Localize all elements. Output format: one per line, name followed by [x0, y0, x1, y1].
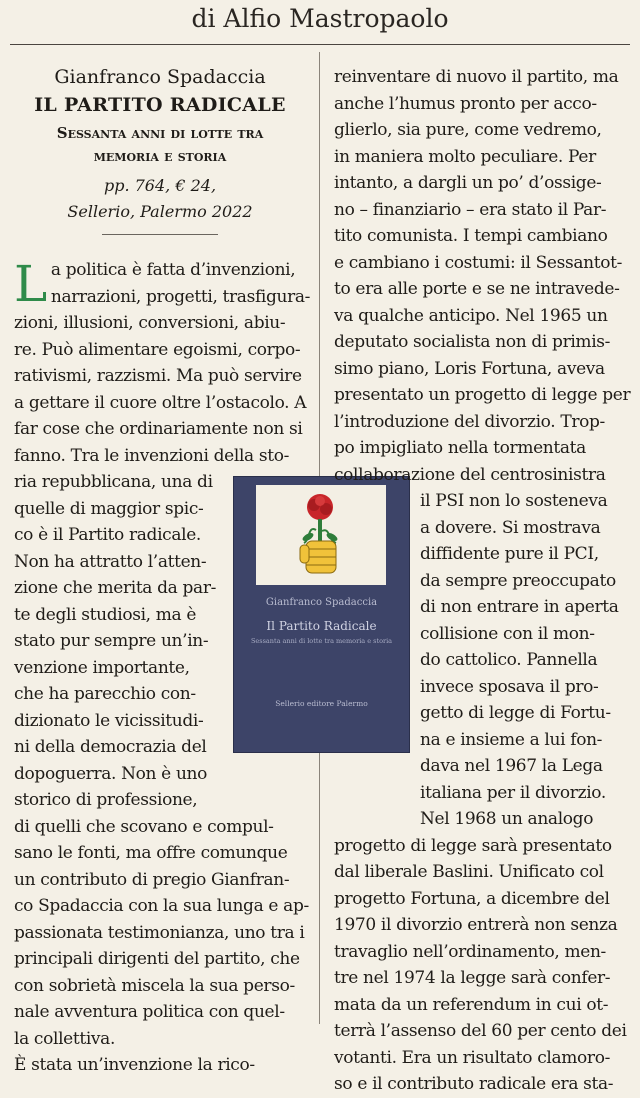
- text-line: po impigliato nella tormentata: [334, 438, 586, 458]
- article-byline: di Alfio Mastropaolo: [191, 4, 449, 33]
- text-line: getto di legge di Fortu-: [420, 703, 611, 723]
- right-column-narrow: [420, 488, 630, 833]
- text-line: dal liberale Baslini. Unificato col: [334, 862, 604, 882]
- text-line: zione che merita da par-: [14, 578, 217, 598]
- text-line: in maniera molto peculiare. Per: [334, 146, 596, 167]
- text-line: ni della democrazia del: [14, 737, 207, 757]
- rose-in-fist-icon: [256, 485, 386, 585]
- text-line: tito comunista. I tempi cambiano: [334, 226, 608, 246]
- text-line: e cambiano i costumi: il Sessantot-: [334, 252, 622, 273]
- text-line: sano le fonti, ma offre comunque: [14, 843, 288, 863]
- text-line: nale avventura politica con quel-: [14, 1002, 285, 1022]
- text-line: di non entrare in aperta: [420, 597, 619, 617]
- text-line: Nel 1968 un analogo: [420, 809, 594, 829]
- text-line: na e insieme a lui fon-: [420, 729, 603, 750]
- cover-subtitle: Sessanta anni di lotte tra memoria e storia: [250, 637, 393, 645]
- cover-publisher: Sellerio editore Palermo: [275, 699, 368, 708]
- text-line: dava nel 1967 la Lega: [420, 756, 603, 776]
- left-column-top: [14, 310, 308, 496]
- text-line: far cose che ordinariamente non si: [14, 419, 303, 439]
- text-line: a dovere. Si mostrava: [420, 517, 601, 538]
- text-line: do cattolico. Pannella: [420, 650, 598, 670]
- text-line: storico di professione,: [14, 790, 198, 810]
- text-line: principali dirigenti del partito, che: [14, 949, 300, 969]
- text-line: l’introduzione del divorzio. Trop-: [334, 411, 605, 432]
- text-line: collisione con il mon-: [420, 623, 595, 644]
- cover-title: Il Partito Radicale: [266, 619, 377, 633]
- text-line: invece sposava il pro-: [420, 676, 599, 697]
- text-line: venzione importante,: [14, 657, 190, 678]
- text-line: di quelli che scovano e compul-: [14, 816, 274, 837]
- text-line: re. Può alimentare egoismi, corpo-: [14, 339, 301, 360]
- book-info-separator: [102, 234, 218, 235]
- text-line: a gettare il cuore oltre l’ostacolo. A: [14, 392, 307, 413]
- cover-author: Gianfranco Spadaccia: [265, 597, 378, 608]
- text-line: progetto di legge sarà presentato: [334, 835, 612, 856]
- text-line: a politica è fatta d’invenzioni,: [50, 260, 296, 280]
- text-line: reinventare di nuovo il partito, ma: [334, 67, 619, 87]
- text-line: simo piano, Loris Fortuna, aveva: [334, 358, 605, 379]
- book-subtitle-line-2: memoria e storia: [93, 147, 227, 165]
- text-line: il PSI non lo sosteneva: [420, 491, 608, 511]
- text-line: presentato un progetto di legge per: [334, 385, 631, 405]
- book-info: [14, 66, 306, 235]
- text-line: stato pur sempre un’in-: [14, 631, 209, 651]
- book-details-line-2: Sellerio, Palermo 2022: [67, 202, 253, 221]
- book-subtitle-line-1: Sessanta anni di lotte tra: [56, 124, 264, 142]
- left-column-narrow: [14, 496, 226, 814]
- text-line: diffidente pure il PCI,: [420, 544, 599, 564]
- text-line: collaborazione del centrosinistra: [334, 464, 606, 485]
- left-column-opening: [14, 255, 311, 313]
- text-line: intanto, a dargli un po’ d’ossige-: [334, 173, 602, 193]
- text-line: la collettiva.: [14, 1028, 116, 1049]
- text-line: con sobrietà miscela la sua perso-: [14, 975, 295, 996]
- text-line: co è il Partito radicale.: [14, 525, 201, 545]
- text-line: Non ha attratto l’atten-: [14, 551, 207, 572]
- text-line: rativismi, razzismi. Ma può servire: [14, 366, 302, 386]
- text-line: ria repubblicana, una di: [14, 472, 213, 492]
- drop-cap: L: [14, 255, 47, 313]
- book-title: IL PARTITO RADICALE: [34, 94, 286, 116]
- text-line: no – finanziario – era stato il Par-: [334, 199, 607, 220]
- right-column-bottom: [334, 833, 630, 1098]
- book-cover-image: [233, 476, 410, 753]
- text-line: un contributo di pregio Gianfran-: [14, 869, 290, 890]
- book-author: Gianfranco Spadaccia: [54, 66, 266, 88]
- text-line: tre nel 1974 la legge sarà confer-: [334, 968, 611, 988]
- text-line: te degli studiosi, ma è: [14, 604, 197, 625]
- text-line: co Spadaccia con la sua lunga e ap-: [14, 896, 309, 916]
- text-line: deputato socialista non di primis-: [334, 332, 611, 352]
- text-line: quelle di maggior spic-: [14, 498, 204, 519]
- book-details-line-1: pp. 764, € 24,: [103, 176, 217, 195]
- text-line: anche l’humus pronto per acco-: [334, 93, 597, 114]
- text-line: dopoguerra. Non è uno: [14, 763, 208, 784]
- text-line: 1970 il divorzio entrerà non senza: [334, 915, 618, 935]
- right-column-top: [334, 64, 630, 488]
- text-line: narrazioni, progetti, trasfigura-: [50, 286, 311, 307]
- text-line: È stata un’invenzione la rico-: [14, 1055, 255, 1075]
- text-line: va qualche anticipo. Nel 1965 un: [334, 305, 608, 326]
- text-line: votanti. Era un risultato clamoro-: [334, 1047, 610, 1068]
- text-line: zioni, illusioni, conversioni, abiu-: [14, 313, 286, 333]
- text-line: passionata testimonianza, uno tra i: [14, 922, 305, 943]
- text-line: progetto Fortuna, a dicembre del: [334, 888, 610, 909]
- text-line: travaglio nell’ordinamento, men-: [334, 941, 606, 962]
- text-line: fanno. Tra le invenzioni della sto-: [14, 445, 290, 466]
- left-column-bottom: [14, 814, 308, 1079]
- text-line: che ha parecchio con-: [14, 684, 196, 704]
- header-rule: [10, 44, 630, 45]
- text-line: da sempre preoccupato: [420, 570, 616, 591]
- text-line: italiana per il divorzio.: [420, 782, 606, 803]
- text-line: glierlo, sia pure, come vedremo,: [334, 120, 602, 140]
- text-line: dizionato le vicissitudi-: [14, 710, 204, 731]
- text-line: mata da un referendum in cui ot-: [334, 994, 609, 1015]
- text-line: so e il contributo radicale era sta-: [334, 1074, 614, 1094]
- text-line: terrà l’assenso del 60 per cento dei: [334, 1021, 627, 1041]
- text-line: to era alle porte e se ne intravede-: [334, 279, 620, 299]
- rose-fist-emblem: [256, 485, 386, 585]
